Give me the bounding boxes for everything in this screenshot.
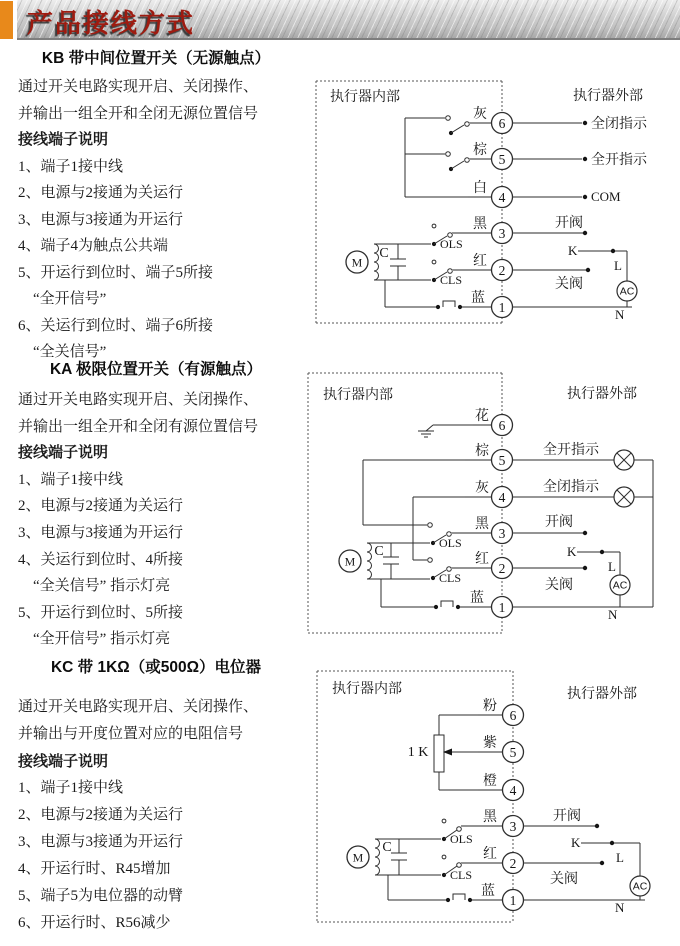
wire-color-label: 红 [475, 552, 489, 567]
potentiometer-symbol [408, 715, 478, 790]
outside-label: 执行器外部 [567, 687, 637, 702]
terminal-notes-subtitle: 接线端子说明 [18, 753, 109, 770]
list-item: 4、开运行时、R45增加 [18, 861, 171, 877]
list-item: 6、开运行时、R56减少 [18, 915, 171, 931]
terminal-circles [492, 415, 513, 618]
capacitor-symbol [374, 543, 399, 579]
ac-power-source [571, 835, 650, 915]
list-item: 2、电源与2接通为关运行 [18, 807, 184, 823]
list-item: 1、端子1接中线 [18, 471, 124, 488]
list-item: 4、关运行到位时、4所接 [18, 551, 184, 568]
svg-text:6: 6 [498, 417, 506, 433]
paragraph: 通过开关电路实现开启、关闭操作、 [18, 79, 259, 95]
section-ka-title: KA 极限位置开关（有源触点） [49, 361, 263, 378]
svg-text:N: N [615, 307, 625, 322]
paragraph: 并输出与开度位置对应的电阻信号 [18, 726, 244, 742]
wire-color-label: 蓝 [481, 884, 495, 899]
svg-text:AC: AC [632, 880, 648, 893]
list-item: 2、电源与2接通为关运行 [18, 498, 184, 515]
svg-text:CLS: CLS [440, 273, 463, 287]
svg-text:1: 1 [498, 299, 506, 315]
svg-text:CLS: CLS [439, 571, 462, 585]
svg-text:5: 5 [498, 151, 506, 167]
svg-text:L: L [616, 850, 624, 865]
ols-limit-switch [432, 224, 463, 251]
open-valve-label: 开阀 [553, 809, 581, 824]
wire-color-label: 白 [473, 181, 487, 196]
wire-color-label: 灰 [473, 107, 487, 122]
page-banner [0, 0, 680, 40]
svg-text:2: 2 [498, 262, 506, 278]
svg-text:3: 3 [509, 818, 517, 834]
svg-text:K: K [571, 835, 581, 850]
list-item: 1、端子1接中线 [18, 780, 124, 796]
indicator-lamp-close [614, 487, 634, 507]
capacitor-symbol [379, 244, 406, 280]
list-item: 5、开运行到位时、端子5所接 [18, 264, 214, 281]
outside-label: 执行器外部 [567, 387, 637, 402]
wire-color-label: 灰 [475, 481, 489, 496]
capacitor-symbol [382, 839, 407, 875]
wire-color-label: 红 [483, 847, 497, 862]
paragraph: 并输出一组全开和全闭无源位置信号 [18, 105, 259, 122]
svg-text:M: M [344, 554, 356, 569]
svg-text:M: M [352, 850, 364, 865]
motor-symbol [346, 244, 379, 280]
ols-limit-switch [431, 532, 462, 550]
svg-text:AC: AC [619, 285, 635, 298]
ac-power-source [567, 544, 630, 622]
svg-text:6: 6 [509, 707, 517, 723]
svg-text:6: 6 [498, 115, 506, 131]
cls-limit-switch [432, 260, 462, 287]
ground-symbol [418, 425, 473, 437]
list-item: 2、电源与2接通为关运行 [18, 185, 184, 201]
outside-label: 执行器外部 [573, 89, 643, 104]
list-item: 3、电源与3接通为开运行 [18, 834, 184, 850]
page-title: 产品接线方式 [27, 8, 196, 38]
full-close-indicator-label: 全闭指示 [591, 117, 647, 132]
paragraph: 并输出一组全开和全闭有源位置信号 [18, 418, 259, 435]
cls-limit-switch [431, 567, 461, 585]
section-kc-title: KC 带 1KΩ（或500Ω）电位器 [50, 659, 262, 676]
indicator-lamp-open [614, 450, 634, 470]
svg-text:OLS: OLS [450, 832, 473, 846]
list-item: 3、电源与3接通为开运行 [18, 211, 184, 228]
svg-text:M: M [351, 255, 363, 270]
svg-text:K: K [567, 544, 577, 559]
wire-color-label: 黑 [475, 517, 489, 532]
section-kb-body [18, 74, 310, 366]
svg-text:CLS: CLS [450, 868, 473, 882]
paragraph: 通过开关电路实现开启、关闭操作、 [18, 699, 259, 715]
full-open-indicator-label: 全开指示 [543, 443, 599, 458]
wire-color-label: 蓝 [471, 291, 485, 306]
svg-text:3: 3 [498, 225, 506, 241]
motor-symbol [339, 543, 372, 579]
inside-label: 执行器内部 [330, 90, 400, 105]
list-item: 3、电源与3接通为开运行 [18, 524, 184, 541]
ols-limit-switch [442, 819, 473, 846]
list-item: 4、端子4为触点公共端 [18, 238, 169, 254]
svg-text:5: 5 [498, 452, 506, 468]
svg-text:OLS: OLS [439, 536, 462, 550]
open-valve-label: 开阀 [545, 515, 573, 530]
svg-text:N: N [608, 607, 618, 622]
svg-text:AC: AC [612, 579, 628, 592]
list-item-continued: “全开信号” [33, 291, 107, 307]
section-ka-body [18, 387, 310, 653]
svg-text:3: 3 [498, 525, 506, 541]
svg-text:4: 4 [509, 782, 517, 798]
list-item: 6、关运行到位时、端子6所接 [18, 317, 214, 334]
wire-color-label: 粉 [483, 699, 497, 714]
svg-text:4: 4 [498, 489, 506, 505]
svg-text:2: 2 [498, 560, 506, 576]
cls-limit-switch [442, 855, 472, 882]
wire-color-label: 棕 [475, 444, 489, 459]
paragraph: 通过开关电路实现开启、关闭操作、 [18, 392, 259, 408]
close-valve-label: 关阀 [555, 277, 583, 292]
svg-text:L: L [608, 559, 616, 574]
wire-color-label: 棕 [473, 143, 487, 158]
ka-wiring-diagram [305, 368, 680, 660]
position-switch-5 [446, 152, 470, 171]
metal-banner-background [17, 0, 680, 40]
close-valve-label: 关阀 [550, 872, 578, 887]
full-close-indicator-label: 全闭指示 [543, 480, 599, 495]
wire-color-label: 花 [475, 409, 489, 424]
svg-text:C: C [382, 840, 392, 855]
full-open-indicator-label: 全开指示 [591, 153, 647, 168]
com-label: COM [591, 189, 621, 204]
wire-color-label: 橙 [483, 774, 497, 789]
wire-color-label: 蓝 [470, 591, 484, 606]
motor-symbol [347, 839, 380, 875]
svg-text:K: K [568, 243, 578, 258]
list-item-continued: “全关信号” 指示灯亮 [33, 578, 171, 595]
svg-text:5: 5 [509, 744, 517, 760]
list-item: 1、端子1接中线 [18, 158, 124, 175]
svg-text:N: N [615, 900, 625, 915]
open-valve-label: 开阀 [555, 216, 583, 231]
svg-text:4: 4 [498, 189, 506, 205]
close-valve-label: 关阀 [545, 578, 573, 593]
inside-label: 执行器内部 [323, 388, 393, 403]
svg-text:2: 2 [509, 855, 517, 871]
wire-color-label: 黑 [473, 217, 487, 232]
pot-value-label: 1 K [407, 745, 429, 760]
kc-wiring-diagram [310, 663, 680, 946]
svg-text:C: C [379, 246, 389, 261]
wire-color-label: 黑 [483, 810, 497, 825]
svg-text:L: L [614, 258, 622, 273]
svg-text:OLS: OLS [440, 237, 463, 251]
svg-text:1: 1 [498, 599, 506, 615]
wire-color-label: 红 [473, 254, 487, 269]
section-kb-title: KB 带中间位置开关（无源触点） [41, 50, 271, 67]
svg-text:C: C [374, 544, 384, 559]
orange-accent-bar [0, 1, 13, 39]
wire-color-label: 紫 [483, 736, 497, 751]
list-item: 5、开运行到位时、5所接 [18, 604, 184, 621]
kb-wiring-diagram [310, 70, 680, 360]
list-item-continued: “全开信号” 指示灯亮 [33, 631, 171, 648]
svg-text:1: 1 [509, 892, 517, 908]
position-switch-6 [446, 116, 470, 135]
list-item-continued: “全关信号” [33, 344, 107, 360]
terminal-notes-subtitle: 接线端子说明 [18, 444, 109, 462]
inside-label: 执行器内部 [332, 682, 402, 697]
terminal-notes-subtitle: 接线端子说明 [18, 131, 109, 148]
section-kc-body [18, 694, 310, 937]
list-item: 5、端子5为电位器的动臂 [18, 888, 184, 904]
